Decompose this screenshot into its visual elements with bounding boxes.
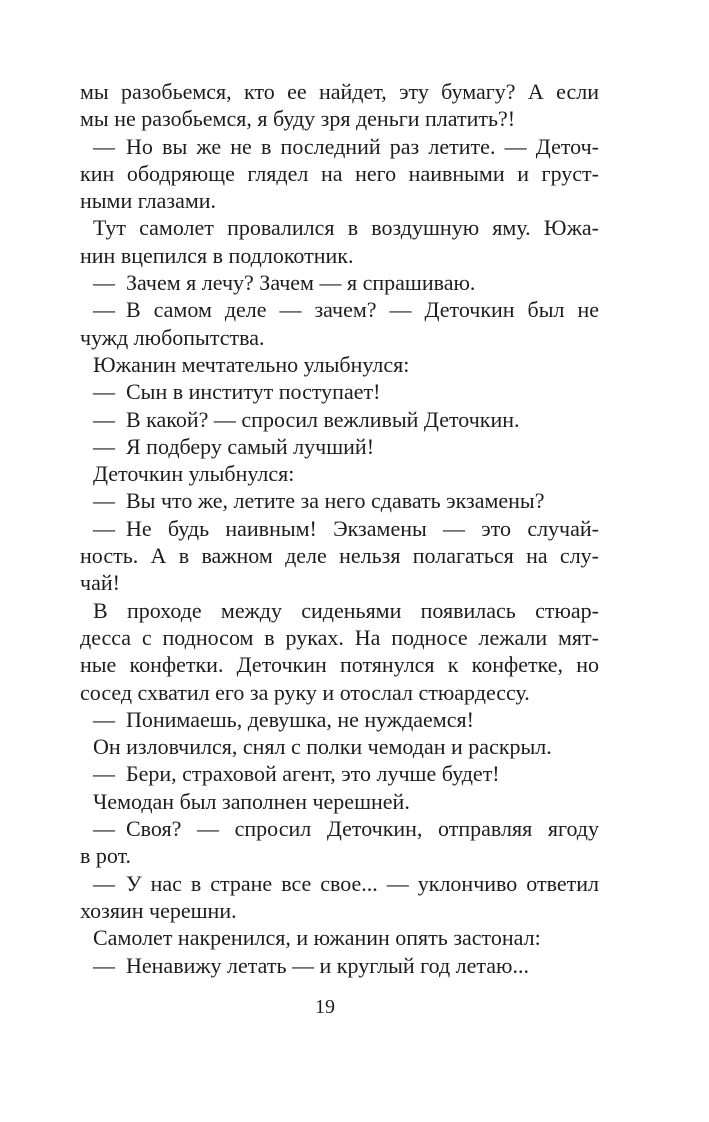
text-line: — В самом деле — зачем? — Деточкин был не (93, 297, 599, 323)
paragraph (80, 515, 599, 597)
text-line: — Не будь наивным! Экзамены — это случай- (93, 515, 599, 541)
text-line: — Я подберу самый лучший! (93, 433, 375, 459)
paragraph (80, 433, 599, 460)
text-line: — Бери, страховой агент, это лучше будет! (93, 761, 500, 787)
text-line: — Вы что же, летите за него сдавать экзамены? (93, 488, 545, 514)
paragraph (80, 952, 599, 979)
paragraph (80, 597, 599, 706)
text-line: Чемодан был заполнен черешней. (93, 788, 410, 814)
paragraph (80, 460, 599, 487)
text-line: чужд любопытства. (80, 324, 265, 350)
text-line: — Зачем я лечу? Зачем — я спрашиваю. (93, 270, 476, 296)
text-line: — У нас в стране все свое... — уклончиво ответил (93, 870, 599, 896)
text-line: чай! (80, 570, 120, 596)
text-line: ность. А в важном деле нельзя полагаться на слу- (80, 543, 599, 569)
page-text (80, 78, 599, 979)
text-line: мы не разобьемся, я буду зря деньги платить?! (80, 106, 516, 132)
page-number: 19 (315, 996, 335, 1018)
paragraph (80, 815, 599, 870)
text-line: — Ненавижу летать — и круглый год летаю... (93, 952, 529, 978)
paragraph (80, 296, 599, 351)
paragraph (80, 406, 599, 433)
text-line: Самолет накренился, и южанин опять застонал: (93, 925, 541, 951)
paragraph (80, 706, 599, 733)
text-line: Тут самолет провалился в воздушную яму. Южа- (93, 215, 599, 241)
text-line: мы разобьемся, кто ее найдет, эту бумагу? А если (80, 79, 599, 104)
paragraph (80, 487, 599, 514)
text-line: ными глазами. (80, 188, 217, 214)
text-line: хозяин черешни. (80, 897, 237, 923)
text-line: кин ободряюще глядел на него наивными и груст- (80, 160, 599, 186)
paragraph (80, 378, 599, 405)
text-line: В проходе между сиденьями появилась стюар- (93, 597, 599, 623)
paragraph (80, 133, 599, 215)
text-line: ные конфетки. Деточкин потянулся к конфетке, но (80, 652, 599, 678)
text-line: Он изловчился, снял с полки чемодан и раскрыл. (93, 734, 552, 760)
paragraph (80, 788, 599, 815)
paragraph (80, 924, 599, 951)
paragraph (80, 351, 599, 378)
paragraph (80, 269, 599, 296)
text-line: сосед схватил его за руку и отослал стюардессу. (80, 679, 530, 705)
text-line: десса с подносом в руках. На подносе лежали мят- (80, 624, 599, 650)
paragraph (80, 214, 599, 269)
text-line: в рот. (80, 843, 132, 869)
paragraph (80, 760, 599, 787)
text-line: Деточкин улыбнулся: (93, 461, 295, 487)
text-line: — Но вы же не в последний раз летите. — Деточ- (93, 133, 599, 159)
text-line: Южанин мечтательно улыбнулся: (93, 351, 410, 377)
text-line: — Сын в институт поступает! (93, 379, 381, 405)
paragraph (80, 870, 599, 925)
text-line: нин вцепился в подлокотник. (80, 242, 354, 268)
text-line: — Понимаешь, девушка, не нуждаемся! (93, 706, 474, 732)
text-line: — Своя? — спросил Деточкин, отправляя ягоду (93, 816, 599, 842)
paragraph (80, 78, 599, 133)
text-line: — В какой? — спросил вежливый Деточкин. (93, 406, 520, 432)
paragraph (80, 733, 599, 760)
